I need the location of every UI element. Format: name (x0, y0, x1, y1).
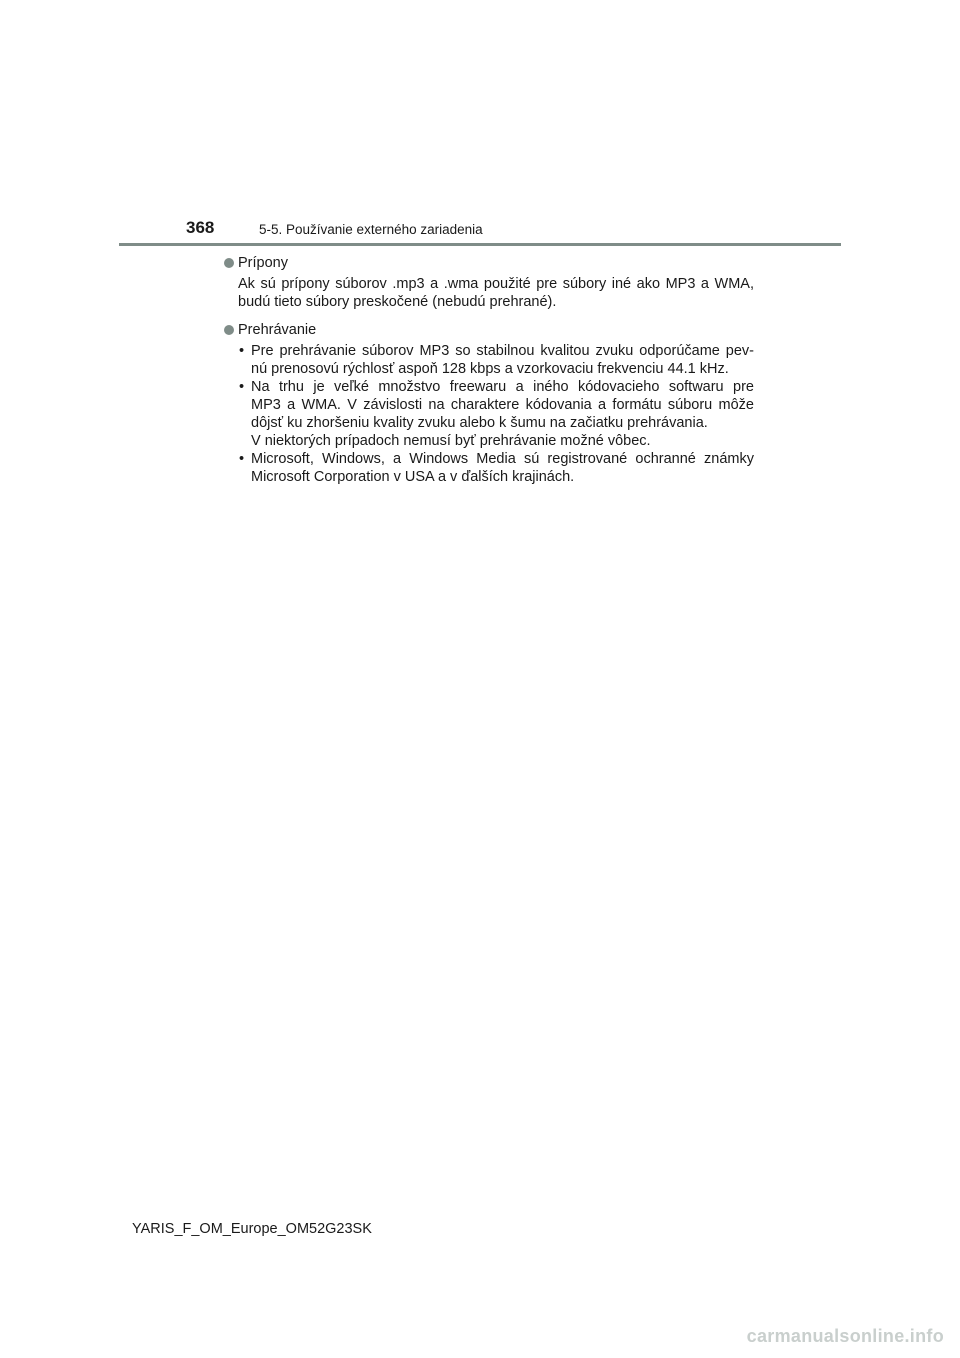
footer-doc-code: YARIS_F_OM_Europe_OM52G23SK (132, 1221, 372, 1237)
circle-bullet-icon (224, 325, 234, 335)
bullet-marker: • (239, 343, 245, 359)
bullet-marker: • (239, 379, 245, 395)
section-file-extensions (224, 254, 754, 311)
page-number: 368 (186, 218, 215, 237)
list-item-line: Pre prehrávanie súborov MP3 so stabilnou kvalitou zvuku odporúčame pev- (251, 343, 754, 359)
list-item (238, 378, 754, 450)
section-heading-text: Prehrávanie (238, 322, 317, 338)
list-item-line: Na trhu je veľké množstvo freewaru a iného kódovacieho softwaru pre (251, 379, 754, 395)
bullet-marker: • (239, 451, 245, 467)
paragraph-line: budú tieto súbory preskočené (nebudú prehrané). (238, 294, 557, 310)
bullet-list (224, 342, 754, 486)
list-item-line: V niektorých prípadoch nemusí byť prehrávanie možné vôbec. (251, 433, 651, 449)
section-heading-text: Prípony (238, 255, 288, 271)
list-item-line: Microsoft Corporation v USA a v ďalších krajinách. (251, 469, 575, 485)
list-item-line: dôjsť ku zhoršeniu kvality zvuku alebo k šumu na začiatku prehrávania. (251, 415, 708, 431)
list-item-line: Microsoft, Windows, a Windows Media sú registrované ochranné známky (251, 451, 754, 467)
list-item-line: MP3 a WMA. V závislosti na charaktere kódovania a formátu súboru môže (251, 397, 754, 413)
list-item-line: nú prenosovú rýchlosť aspoň 128 kbps a vzorkovaciu frekvenciu 44.1 kHz. (251, 361, 729, 377)
section-heading (224, 254, 754, 272)
watermark[interactable]: carmanualsonline.info (746, 1326, 944, 1346)
circle-bullet-icon (224, 258, 234, 268)
section-title: 5-5. Používanie externého zariadenia (259, 222, 483, 237)
content (224, 254, 754, 496)
paragraph-line: Ak sú prípony súborov .mp3 a .wma použité pre súbory iné ako MP3 a WMA, (238, 276, 754, 292)
header-rule (119, 243, 841, 246)
section-playback (224, 321, 754, 486)
list-item (238, 342, 754, 378)
section-heading (224, 321, 754, 339)
list-item (238, 450, 754, 486)
section-paragraph (224, 275, 754, 311)
